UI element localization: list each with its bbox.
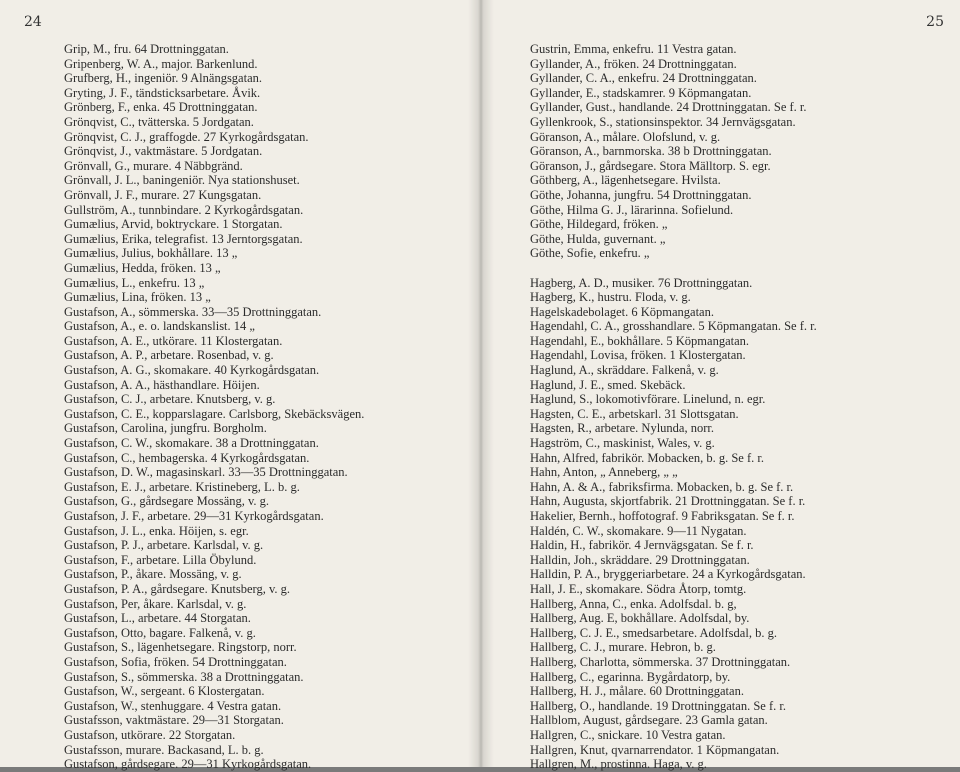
- directory-entry: Gustafson, F., arbetare. Lilla Öbylund.: [64, 552, 257, 567]
- directory-entry: Gustafson, W., stenhuggare. 4 Vestra gatan.: [64, 698, 282, 713]
- directory-entry: Gullström, A., tunnbindare. 2 Kyrkogårdsgatan.: [64, 202, 304, 217]
- directory-entry: Gumælius, Hedda, fröken. 13 „: [64, 260, 221, 275]
- directory-entry: Gustafson, L., arbetare. 44 Storgatan.: [64, 611, 251, 626]
- directory-entry: Gyllander, Gust., handlande. 24 Drottninggatan. Se f. r.: [530, 100, 807, 115]
- directory-entry: Grufberg, H., ingeniör. 9 Alnängsgatan.: [64, 71, 262, 86]
- directory-entry: Hallgren, C., snickare. 10 Vestra gatan.: [530, 727, 726, 742]
- directory-entry: Gustafson, J. F., arbetare. 29—31 Kyrkogårdsgatan.: [64, 509, 324, 523]
- directory-entry: Gustafson, Carolina, jungfru. Borgholm.: [64, 421, 267, 436]
- directory-entry: Gripenberg, W. A., major. Barkenlund.: [64, 56, 258, 71]
- directory-entry: Hahn, Augusta, skjortfabrik. 21 Drottninggatan. Se f. r.: [530, 494, 806, 509]
- directory-entry: Gustafson, gårdsegare. 29—31 Kyrkogårdsgatan.: [64, 757, 312, 772]
- directory-entry: Gustafson, G., gårdsegare Mossäng, v. g.: [64, 494, 270, 509]
- directory-entry: Gustafsson, vaktmästare. 29—31 Storgatan.: [64, 713, 284, 728]
- right-page-number: 25: [926, 14, 944, 30]
- directory-entry: Gyllenkrook, S., stationsinspektor. 34 Jernvägsgatan.: [530, 114, 796, 129]
- directory-entry: Haglund, A., skräddare. Falkenå, v. g.: [530, 363, 719, 378]
- directory-entry: Haldén, C. W., skomakare. 9—11 Nygatan.: [530, 523, 747, 538]
- directory-entry: Göthberg, A., lägenhetsegare. Hvilsta.: [530, 173, 721, 188]
- directory-entry: Gustafson, Per, åkare. Karlsdal, v. g.: [64, 596, 247, 611]
- directory-entry: Gustrin, Emma, enkefru. 11 Vestra gatan.: [530, 42, 737, 56]
- directory-entry: Grönvall, J. F., murare. 27 Kungsgatan.: [64, 187, 262, 202]
- directory-entry: Göthe, Hildegard, fröken. „: [530, 217, 668, 232]
- directory-entry: Hallberg, Anna, C., enka. Adolfsdal. b. g,: [530, 596, 737, 611]
- directory-entry: Hallberg, Charlotta, sömmerska. 37 Drottninggatan.: [530, 654, 791, 669]
- directory-entry: Gustafson, E. J., arbetare. Kristineberg, L. b. g.: [64, 479, 300, 494]
- directory-entry: Hagendahl, C. A., grosshandlare. 5 Köpmangatan. Se f. r.: [530, 319, 817, 334]
- directory-entry: Grönberg, F., enka. 45 Drottninggatan.: [64, 100, 258, 115]
- directory-entry: Halldin, Joh., skräddare. 29 Drottninggatan.: [530, 552, 750, 567]
- right-page: [482, 0, 960, 772]
- directory-entry: Gumælius, Julius, bokhållare. 13 „: [64, 246, 238, 261]
- directory-entry: Hagendahl, E., bokhållare. 5 Köpmangatan.: [530, 333, 750, 348]
- directory-entry: Hallberg, C. J., murare. Hebron, b. g.: [530, 640, 716, 655]
- directory-entry: Hagsten, R., arbetare. Nylunda, norr.: [530, 421, 714, 436]
- directory-entry: Gustafson, C. W., skomakare. 38 a Drottninggatan.: [64, 436, 319, 451]
- directory-entry: Gyllander, A., fröken. 24 Drottninggatan.: [530, 56, 737, 71]
- directory-entry: Hallblom, August, gårdsegare. 23 Gamla gatan.: [530, 713, 768, 728]
- section-gap: [530, 261, 817, 276]
- directory-entry: Gustafson, J. L., enka. Höijen, s. egr.: [64, 523, 249, 538]
- directory-entry: Hagelskadebolaget. 6 Köpmangatan.: [530, 304, 714, 319]
- directory-entry: Göranson, J., gårdsegare. Stora Mälltorp. S. egr.: [530, 158, 771, 173]
- directory-entry: Haglund, S., lokomotivförare. Linelund, n. egr.: [530, 392, 766, 407]
- directory-entry: Gustafson, A. A., hästhandlare. Höijen.: [64, 377, 260, 392]
- directory-entry: Gustafson, utkörare. 22 Storgatan.: [64, 727, 236, 742]
- left-page-number: 24: [24, 14, 42, 30]
- directory-entry: Gustafson, W., sergeant. 6 Klostergatan.: [64, 684, 265, 699]
- directory-entry: Gyllander, E., stadskamrer. 9 Köpmangatan.: [530, 85, 752, 100]
- directory-entry: Hahn, A. & A., fabriksfirma. Mobacken, b. g. Se f. r.: [530, 479, 794, 494]
- directory-entry: Göthe, Hulda, guvernant. „: [530, 231, 666, 246]
- directory-entry: Gumælius, Arvid, boktryckare. 1 Storgatan.: [64, 217, 283, 232]
- directory-entry: Gustafson, C. E., kopparslagare. Carlsborg, Skebäcksvägen.: [64, 406, 365, 421]
- directory-entry: Hallgren, M., prostinna. Haga, v. g.: [530, 757, 707, 772]
- directory-entry: Göranson, A., målare. Olofslund, v. g.: [530, 129, 721, 144]
- directory-entry: Haglund, J. E., smed. Skebäck.: [530, 377, 686, 392]
- directory-entry: Gustafson, A., sömmerska. 33—35 Drottninggatan.: [64, 304, 322, 319]
- directory-entry: Gustafson, S., lägenhetsegare. Ringstorp, norr.: [64, 640, 297, 655]
- directory-entry: Grönqvist, J., vaktmästare. 5 Jordgatan.: [64, 144, 263, 159]
- directory-entry: Hagberg, A. D., musiker. 76 Drottninggatan.: [530, 275, 753, 290]
- directory-entry: Hagberg, K., hustru. Floda, v. g.: [530, 290, 691, 305]
- directory-entry: Gumælius, Erika, telegrafist. 13 Jerntorgsgatan.: [64, 231, 303, 246]
- directory-entry: Gustafson, A., e. o. landskanslist. 14 „: [64, 319, 255, 334]
- directory-entry: Hagström, C., maskinist, Wales, v. g.: [530, 436, 715, 451]
- directory-entry: Gustafson, C. J., arbetare. Knutsberg, v. g.: [64, 392, 276, 407]
- directory-entry: Gustafson, A. E., utkörare. 11 Klostergatan.: [64, 333, 283, 348]
- directory-entry: Gustafson, P., åkare. Mossäng, v. g.: [64, 567, 242, 582]
- directory-entry: Gumælius, L., enkefru. 13 „: [64, 275, 205, 290]
- directory-entry: Göthe, Hilma G. J., lärarinna. Sofielund.: [530, 202, 734, 217]
- left-page: [0, 0, 478, 772]
- directory-entry: Gustafsson, murare. Backasand, L. b. g.: [64, 742, 264, 757]
- directory-entry: Gustafson, P. J., arbetare. Karlsdal, v. g.: [64, 538, 264, 553]
- directory-entry: Gustafson, S., sömmerska. 38 a Drottninggatan.: [64, 669, 304, 684]
- directory-entry: Hall, J. E., skomakare. Södra Åtorp, tomtg.: [530, 581, 747, 596]
- directory-entry: Hagendahl, Lovisa, fröken. 1 Klostergatan.: [530, 348, 746, 363]
- directory-entry: Grip, M., fru. 64 Drottninggatan.: [64, 42, 229, 56]
- directory-entry: Hallberg, Aug. E, bokhållare. Adolfsdal, by.: [530, 611, 750, 626]
- directory-entry: Halldin, P. A., bryggeriarbetare. 24 a Kyrkogårdsgatan.: [530, 567, 806, 582]
- directory-entry: Hallberg, C., egarinna. Bygårdatorp, by.: [530, 669, 731, 684]
- directory-entry: Hagsten, C. E., arbetskarl. 31 Slottsgatan.: [530, 406, 739, 421]
- directory-entry: Hallberg, H. J., målare. 60 Drottninggatan.: [530, 684, 744, 699]
- left-directory-list: [64, 42, 364, 772]
- directory-entry: Grönqvist, C. J., graffogde. 27 Kyrkogårdsgatan.: [64, 129, 309, 144]
- directory-entry: Gustafson, A. P., arbetare. Rosenbad, v. g.: [64, 348, 274, 363]
- directory-entry: Gryting, J. F., tändsticksarbetare. Åvik.: [64, 85, 261, 100]
- directory-entry: Hallberg, O., handlande. 19 Drottninggatan. Se f. r.: [530, 698, 786, 713]
- directory-entry: Grönqvist, C., tvätterska. 5 Jordgatan.: [64, 114, 254, 129]
- right-directory-list: [530, 42, 817, 772]
- directory-entry: Gustafson, P. A., gårdsegare. Knutsberg, v. g.: [64, 581, 291, 596]
- directory-entry: Gustafson, A. G., skomakare. 40 Kyrkogårdsgatan.: [64, 363, 320, 378]
- directory-entry: Gyllander, C. A., enkefru. 24 Drottninggatan.: [530, 71, 757, 86]
- directory-entry: Göranson, A., barnmorska. 38 b Drottninggatan.: [530, 144, 772, 159]
- directory-entry: Hakelier, Bernh., hoffotograf. 9 Fabriksgatan. Se f. r.: [530, 509, 795, 523]
- directory-entry: Hahn, Alfred, fabrikör. Mobacken, b. g. Se f. r.: [530, 450, 764, 465]
- directory-entry: Göthe, Sofie, enkefru. „: [530, 246, 650, 261]
- book-gutter: [468, 0, 494, 767]
- directory-entry: Gustafson, Otto, bagare. Falkenå, v. g.: [64, 625, 256, 640]
- directory-entry: Haldin, H., fabrikör. 4 Jernvägsgatan. Se f. r.: [530, 538, 754, 553]
- directory-entry: Grönvall, G., murare. 4 Näbbgränd.: [64, 158, 243, 173]
- directory-entry: Göthe, Johanna, jungfru. 54 Drottninggatan.: [530, 187, 752, 202]
- directory-entry: Gustafson, Sofia, fröken. 54 Drottninggatan.: [64, 654, 287, 669]
- directory-entry: Grönvall, J. L., baningeniör. Nya stationshuset.: [64, 173, 300, 188]
- directory-entry: Gustafson, D. W., magasinskarl. 33—35 Drottninggatan.: [64, 465, 348, 480]
- directory-entry: Hallgren, Knut, qvarnarrendator. 1 Köpmangatan.: [530, 742, 780, 757]
- directory-entry: Hahn, Anton, „ Anneberg, „ „: [530, 465, 678, 480]
- directory-entry: Gustafson, C., hembagerska. 4 Kyrkogårdsgatan.: [64, 450, 310, 465]
- directory-entry: Gumælius, Lina, fröken. 13 „: [64, 290, 211, 305]
- directory-entry: Hallberg, C. J. E., smedsarbetare. Adolfsdal, b. g.: [530, 625, 777, 640]
